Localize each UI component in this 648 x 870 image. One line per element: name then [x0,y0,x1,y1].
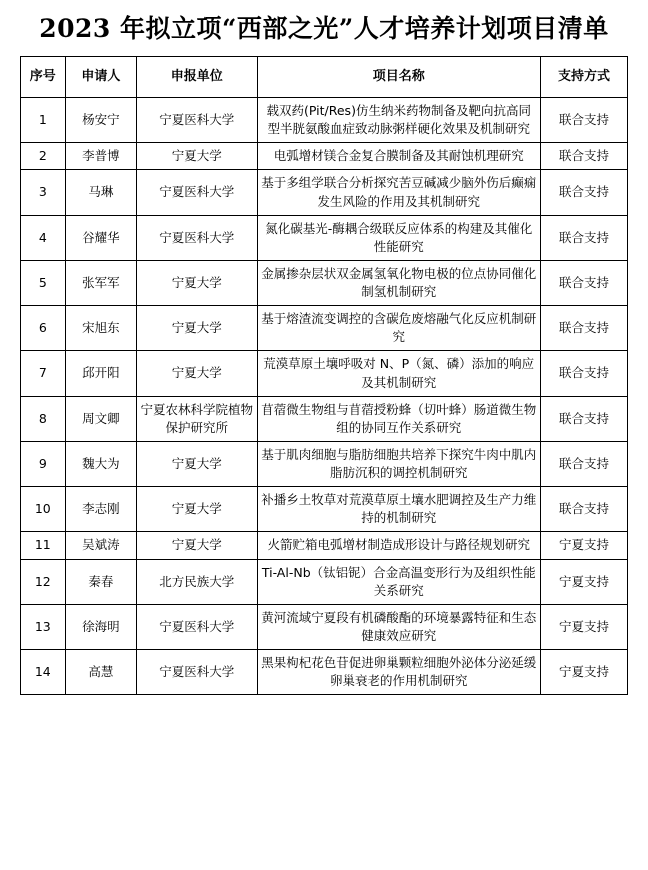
cell-seq: 4 [21,215,66,260]
table-row [21,306,628,351]
cell-support: 联合支持 [540,306,627,351]
cell-support: 宁夏支持 [540,650,627,695]
cell-seq: 12 [21,559,66,604]
table-header-row [21,57,628,98]
cell-unit: 宁夏医科大学 [137,604,258,649]
table-row [21,650,628,695]
cell-applicant: 秦春 [65,559,136,604]
cell-seq: 14 [21,650,66,695]
cell-support: 联合支持 [540,487,627,532]
cell-applicant: 高慧 [65,650,136,695]
cell-unit: 宁夏医科大学 [137,215,258,260]
cell-seq: 10 [21,487,66,532]
cell-unit: 宁夏农林科学院植物保护研究所 [137,396,258,441]
cell-unit: 宁夏医科大学 [137,98,258,143]
cell-support: 宁夏支持 [540,532,627,559]
cell-applicant: 宋旭东 [65,306,136,351]
cell-seq: 9 [21,441,66,486]
column-header-unit: 申报单位 [137,57,258,98]
cell-seq: 8 [21,396,66,441]
cell-unit: 宁夏大学 [137,306,258,351]
cell-support: 联合支持 [540,441,627,486]
table-row [21,143,628,170]
table-row [21,351,628,396]
cell-applicant: 谷耀华 [65,215,136,260]
cell-project: 火箭贮箱电弧增材制造成形设计与路径规划研究 [257,532,540,559]
cell-unit: 宁夏大学 [137,351,258,396]
cell-unit: 宁夏大学 [137,260,258,305]
cell-support: 联合支持 [540,351,627,396]
project-list-table [20,56,628,695]
table-row [21,441,628,486]
table-row [21,215,628,260]
cell-applicant: 邱开阳 [65,351,136,396]
cell-support: 联合支持 [540,170,627,215]
cell-project: 基于多组学联合分析探究苦豆碱减少脑外伤后癫痫发生风险的作用及其机制研究 [257,170,540,215]
cell-project: 补播乡土牧草对荒漠草原土壤水肥调控及生产力维持的机制研究 [257,487,540,532]
cell-project: 基于肌肉细胞与脂肪细胞共培养下探究牛肉中肌内脂肪沉积的调控机制研究 [257,441,540,486]
cell-support: 联合支持 [540,260,627,305]
cell-seq: 6 [21,306,66,351]
cell-seq: 3 [21,170,66,215]
cell-project: 基于熔渣流变调控的含碳危废熔融气化反应机制研究 [257,306,540,351]
cell-applicant: 李志刚 [65,487,136,532]
cell-applicant: 徐海明 [65,604,136,649]
column-header-applicant: 申请人 [65,57,136,98]
cell-unit: 宁夏医科大学 [137,170,258,215]
cell-project: 载双药(Pit/Res)仿生纳米药物制备及靶向抗高同型半胱氨酸血症致动脉粥样硬化效果及机制研究 [257,98,540,143]
cell-support: 联合支持 [540,143,627,170]
cell-unit: 宁夏大学 [137,441,258,486]
cell-support: 联合支持 [540,98,627,143]
table-row [21,487,628,532]
table-row [21,170,628,215]
cell-project: 氮化碳基光-酶耦合级联反应体系的构建及其催化性能研究 [257,215,540,260]
cell-seq: 7 [21,351,66,396]
cell-applicant: 杨安宁 [65,98,136,143]
column-header-support: 支持方式 [540,57,627,98]
cell-unit: 宁夏大学 [137,532,258,559]
cell-applicant: 魏大为 [65,441,136,486]
cell-support: 联合支持 [540,396,627,441]
cell-seq: 2 [21,143,66,170]
column-header-project: 项目名称 [257,57,540,98]
cell-support: 宁夏支持 [540,604,627,649]
cell-seq: 5 [21,260,66,305]
cell-applicant: 吴斌涛 [65,532,136,559]
page-title: 2023 年拟立项“西部之光”人才培养计划项目清单 [39,14,609,43]
cell-seq: 11 [21,532,66,559]
cell-project: Ti-Al-Nb（钛铝铌）合金高温变形行为及组织性能关系研究 [257,559,540,604]
cell-project: 苜蓿微生物组与苜蓿授粉蜂（切叶蜂）肠道微生物组的协同互作关系研究 [257,396,540,441]
table-row [21,532,628,559]
cell-applicant: 李普博 [65,143,136,170]
cell-applicant: 马琳 [65,170,136,215]
cell-support: 联合支持 [540,215,627,260]
cell-unit: 宁夏大学 [137,487,258,532]
table-row [21,396,628,441]
cell-support: 宁夏支持 [540,559,627,604]
table-row [21,604,628,649]
cell-project: 黄河流域宁夏段有机磷酸酯的环境暴露特征和生态健康效应研究 [257,604,540,649]
cell-applicant: 张军军 [65,260,136,305]
cell-project: 电弧增材镁合金复合膜制备及其耐蚀机理研究 [257,143,540,170]
cell-seq: 13 [21,604,66,649]
cell-unit: 宁夏大学 [137,143,258,170]
table-row [21,98,628,143]
column-header-seq: 序号 [21,57,66,98]
cell-project: 金属掺杂层状双金属氢氧化物电极的位点协同催化制氢机制研究 [257,260,540,305]
cell-unit: 北方民族大学 [137,559,258,604]
table-row [21,559,628,604]
cell-applicant: 周文卿 [65,396,136,441]
cell-seq: 1 [21,98,66,143]
table-row [21,260,628,305]
cell-unit: 宁夏医科大学 [137,650,258,695]
cell-project: 黑果枸杞花色苷促进卵巢颗粒细胞外泌体分泌延缓卵巢衰老的作用机制研究 [257,650,540,695]
cell-project: 荒漠草原土壤呼吸对 N、P（氮、磷）添加的响应及其机制研究 [257,351,540,396]
